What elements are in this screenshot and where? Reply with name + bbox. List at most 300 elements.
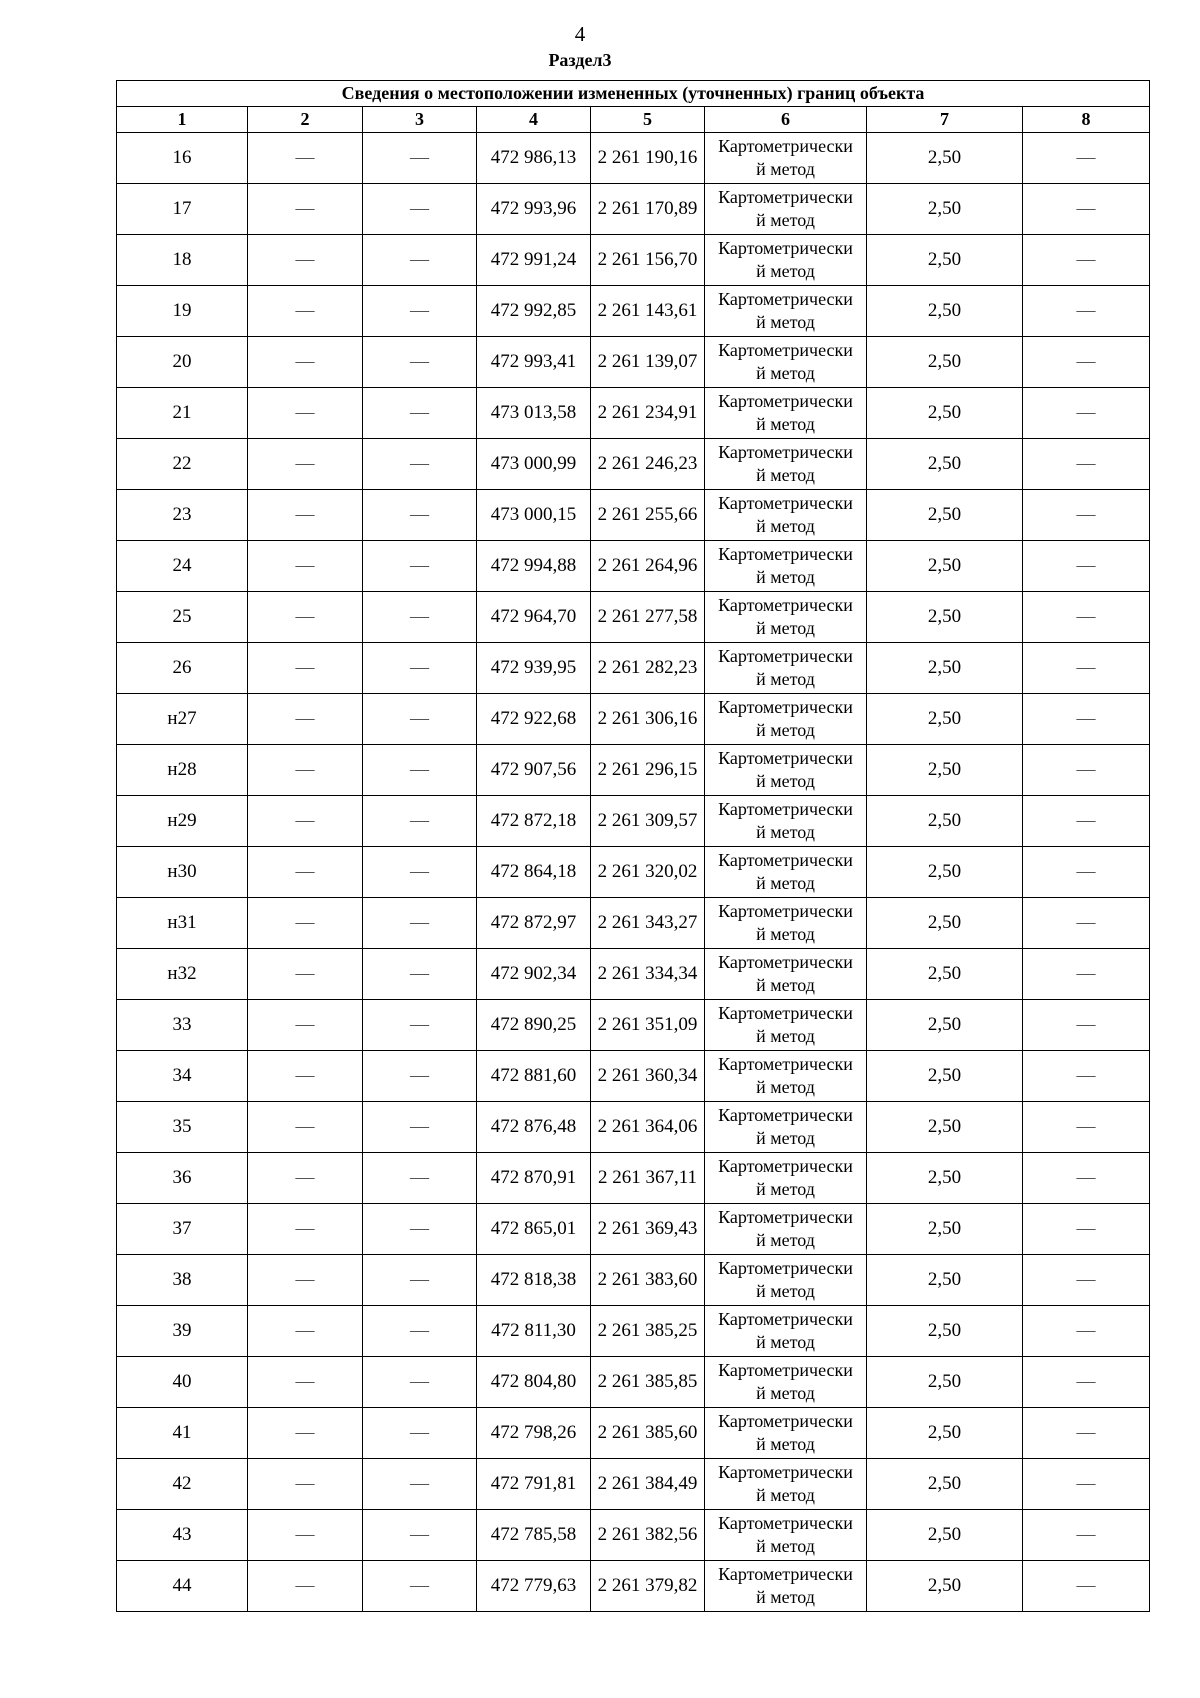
table-row bbox=[117, 1051, 1150, 1102]
coordinate-x-cell: 472 881,60 bbox=[477, 1051, 591, 1102]
accuracy-cell: 2,50 bbox=[867, 796, 1023, 847]
coordinate-y-cell: 2 261 343,27 bbox=[591, 898, 705, 949]
accuracy-cell: 2,50 bbox=[867, 388, 1023, 439]
page-number: 4 bbox=[574, 22, 586, 46]
coordinate-y-cell: 2 261 383,60 bbox=[591, 1255, 705, 1306]
point-number-cell: 24 bbox=[117, 541, 248, 592]
column-2-cell: — bbox=[248, 592, 363, 643]
column-3-cell: — bbox=[363, 1459, 477, 1510]
coordinate-x-cell: 472 876,48 bbox=[477, 1102, 591, 1153]
table-row bbox=[117, 1204, 1150, 1255]
column-3-cell: — bbox=[363, 694, 477, 745]
column-header: 4 bbox=[477, 107, 591, 133]
point-number-cell: 34 bbox=[117, 1051, 248, 1102]
accuracy-cell: 2,50 bbox=[867, 1561, 1023, 1612]
method-line-2: й метод bbox=[756, 567, 815, 587]
coordinate-x-cell: 473 000,15 bbox=[477, 490, 591, 541]
method-line-1: Картометрически bbox=[718, 697, 853, 717]
coordinate-x-cell: 472 811,30 bbox=[477, 1306, 591, 1357]
table-row bbox=[117, 1357, 1150, 1408]
column-8-cell: — bbox=[1023, 1102, 1150, 1153]
column-8-cell: — bbox=[1023, 1153, 1150, 1204]
point-number-cell: 35 bbox=[117, 1102, 248, 1153]
column-8-cell: — bbox=[1023, 949, 1150, 1000]
method-cell bbox=[705, 1204, 867, 1255]
coordinate-y-cell: 2 261 360,34 bbox=[591, 1051, 705, 1102]
method-line-2: й метод bbox=[756, 1332, 815, 1352]
method-line-1: Картометрически bbox=[718, 1207, 853, 1227]
accuracy-cell: 2,50 bbox=[867, 337, 1023, 388]
method-line-1: Картометрически bbox=[718, 340, 853, 360]
method-line-2: й метод bbox=[756, 261, 815, 281]
coordinate-x-cell: 472 964,70 bbox=[477, 592, 591, 643]
accuracy-cell: 2,50 bbox=[867, 1459, 1023, 1510]
coordinate-y-cell: 2 261 351,09 bbox=[591, 1000, 705, 1051]
column-8-cell: — bbox=[1023, 1306, 1150, 1357]
column-8-cell: — bbox=[1023, 133, 1150, 184]
method-line-2: й метод bbox=[756, 822, 815, 842]
table-row bbox=[117, 541, 1150, 592]
coordinate-x-cell: 472 865,01 bbox=[477, 1204, 591, 1255]
column-8-cell: — bbox=[1023, 643, 1150, 694]
coordinate-y-cell: 2 261 190,16 bbox=[591, 133, 705, 184]
accuracy-cell: 2,50 bbox=[867, 1357, 1023, 1408]
table-row bbox=[117, 949, 1150, 1000]
coordinate-x-cell: 472 870,91 bbox=[477, 1153, 591, 1204]
method-line-2: й метод bbox=[756, 1434, 815, 1454]
table-row bbox=[117, 643, 1150, 694]
column-2-cell: — bbox=[248, 1102, 363, 1153]
method-cell bbox=[705, 847, 867, 898]
method-line-1: Картометрически bbox=[718, 1411, 853, 1431]
method-cell bbox=[705, 286, 867, 337]
coordinate-y-cell: 2 261 369,43 bbox=[591, 1204, 705, 1255]
accuracy-cell: 2,50 bbox=[867, 847, 1023, 898]
column-3-cell: — bbox=[363, 133, 477, 184]
table-row bbox=[117, 1459, 1150, 1510]
point-number-cell: н29 bbox=[117, 796, 248, 847]
method-cell bbox=[705, 745, 867, 796]
method-cell bbox=[705, 439, 867, 490]
method-cell bbox=[705, 235, 867, 286]
accuracy-cell: 2,50 bbox=[867, 1153, 1023, 1204]
table-row bbox=[117, 1408, 1150, 1459]
point-number-cell: 22 bbox=[117, 439, 248, 490]
column-2-cell: — bbox=[248, 337, 363, 388]
column-2-cell: — bbox=[248, 1153, 363, 1204]
table-row bbox=[117, 337, 1150, 388]
column-2-cell: — bbox=[248, 439, 363, 490]
column-8-cell: — bbox=[1023, 490, 1150, 541]
column-3-cell: — bbox=[363, 949, 477, 1000]
point-number-cell: 33 bbox=[117, 1000, 248, 1051]
column-3-cell: — bbox=[363, 337, 477, 388]
point-number-cell: 42 bbox=[117, 1459, 248, 1510]
accuracy-cell: 2,50 bbox=[867, 286, 1023, 337]
coordinate-y-cell: 2 261 296,15 bbox=[591, 745, 705, 796]
column-8-cell: — bbox=[1023, 1051, 1150, 1102]
table-row bbox=[117, 286, 1150, 337]
method-line-1: Картометрически bbox=[718, 1003, 853, 1023]
method-line-2: й метод bbox=[756, 363, 815, 383]
accuracy-cell: 2,50 bbox=[867, 1102, 1023, 1153]
column-3-cell: — bbox=[363, 1000, 477, 1051]
coordinate-x-cell: 472 993,41 bbox=[477, 337, 591, 388]
method-line-2: й метод bbox=[756, 1485, 815, 1505]
coordinate-y-cell: 2 261 320,02 bbox=[591, 847, 705, 898]
method-line-1: Картометрически bbox=[718, 1360, 853, 1380]
point-number-cell: н27 bbox=[117, 694, 248, 745]
column-header: 1 bbox=[117, 107, 248, 133]
method-cell bbox=[705, 694, 867, 745]
column-2-cell: — bbox=[248, 745, 363, 796]
column-2-cell: — bbox=[248, 541, 363, 592]
accuracy-cell: 2,50 bbox=[867, 949, 1023, 1000]
coordinate-x-cell: 472 872,97 bbox=[477, 898, 591, 949]
method-cell bbox=[705, 643, 867, 694]
column-2-cell: — bbox=[248, 796, 363, 847]
method-cell bbox=[705, 1153, 867, 1204]
point-number-cell: 18 bbox=[117, 235, 248, 286]
column-2-cell: — bbox=[248, 949, 363, 1000]
point-number-cell: н31 bbox=[117, 898, 248, 949]
column-8-cell: — bbox=[1023, 1561, 1150, 1612]
column-header: 2 bbox=[248, 107, 363, 133]
method-line-2: й метод bbox=[756, 1383, 815, 1403]
column-3-cell: — bbox=[363, 1204, 477, 1255]
column-3-cell: — bbox=[363, 1357, 477, 1408]
method-cell bbox=[705, 1306, 867, 1357]
method-line-1: Картометрически bbox=[718, 136, 853, 156]
method-line-2: й метод bbox=[756, 1230, 815, 1250]
point-number-cell: 39 bbox=[117, 1306, 248, 1357]
method-line-2: й метод bbox=[756, 1077, 815, 1097]
coordinate-x-cell: 472 785,58 bbox=[477, 1510, 591, 1561]
column-8-cell: — bbox=[1023, 1204, 1150, 1255]
column-2-cell: — bbox=[248, 1408, 363, 1459]
column-8-cell: — bbox=[1023, 745, 1150, 796]
method-line-1: Картометрически bbox=[718, 544, 853, 564]
method-line-1: Картометрически bbox=[718, 1513, 853, 1533]
column-3-cell: — bbox=[363, 1510, 477, 1561]
coordinate-y-cell: 2 261 246,23 bbox=[591, 439, 705, 490]
column-8-cell: — bbox=[1023, 1459, 1150, 1510]
table-row bbox=[117, 1102, 1150, 1153]
column-2-cell: — bbox=[248, 490, 363, 541]
coordinate-y-cell: 2 261 367,11 bbox=[591, 1153, 705, 1204]
coordinate-x-cell: 472 994,88 bbox=[477, 541, 591, 592]
method-line-2: й метод bbox=[756, 516, 815, 536]
coordinate-x-cell: 472 992,85 bbox=[477, 286, 591, 337]
method-line-2: й метод bbox=[756, 669, 815, 689]
column-2-cell: — bbox=[248, 1051, 363, 1102]
method-line-2: й метод bbox=[756, 159, 815, 179]
accuracy-cell: 2,50 bbox=[867, 1408, 1023, 1459]
coordinate-y-cell: 2 261 170,89 bbox=[591, 184, 705, 235]
method-cell bbox=[705, 490, 867, 541]
accuracy-cell: 2,50 bbox=[867, 133, 1023, 184]
table-row bbox=[117, 898, 1150, 949]
point-number-cell: 26 bbox=[117, 643, 248, 694]
column-3-cell: — bbox=[363, 847, 477, 898]
method-line-1: Картометрически bbox=[718, 1156, 853, 1176]
method-line-1: Картометрически bbox=[718, 1105, 853, 1125]
method-cell bbox=[705, 1459, 867, 1510]
accuracy-cell: 2,50 bbox=[867, 184, 1023, 235]
coordinate-y-cell: 2 261 309,57 bbox=[591, 796, 705, 847]
method-line-1: Картометрически bbox=[718, 289, 853, 309]
method-line-1: Картометрически bbox=[718, 442, 853, 462]
table-row bbox=[117, 388, 1150, 439]
column-2-cell: — bbox=[248, 1204, 363, 1255]
column-3-cell: — bbox=[363, 439, 477, 490]
method-cell bbox=[705, 337, 867, 388]
point-number-cell: 41 bbox=[117, 1408, 248, 1459]
column-8-cell: — bbox=[1023, 694, 1150, 745]
column-3-cell: — bbox=[363, 592, 477, 643]
column-8-cell: — bbox=[1023, 541, 1150, 592]
method-line-2: й метод bbox=[756, 1281, 815, 1301]
column-8-cell: — bbox=[1023, 898, 1150, 949]
method-line-2: й метод bbox=[756, 975, 815, 995]
method-line-1: Картометрически bbox=[718, 1564, 853, 1584]
column-header: 8 bbox=[1023, 107, 1150, 133]
table-row bbox=[117, 745, 1150, 796]
method-cell bbox=[705, 1408, 867, 1459]
coordinate-y-cell: 2 261 382,56 bbox=[591, 1510, 705, 1561]
point-number-cell: 21 bbox=[117, 388, 248, 439]
method-line-2: й метод bbox=[756, 1026, 815, 1046]
column-8-cell: — bbox=[1023, 184, 1150, 235]
coordinate-x-cell: 472 922,68 bbox=[477, 694, 591, 745]
method-line-2: й метод bbox=[756, 210, 815, 230]
point-number-cell: 43 bbox=[117, 1510, 248, 1561]
column-2-cell: — bbox=[248, 235, 363, 286]
accuracy-cell: 2,50 bbox=[867, 1510, 1023, 1561]
method-line-1: Картометрически bbox=[718, 391, 853, 411]
coordinate-y-cell: 2 261 364,06 bbox=[591, 1102, 705, 1153]
coordinate-y-cell: 2 261 385,60 bbox=[591, 1408, 705, 1459]
accuracy-cell: 2,50 bbox=[867, 1000, 1023, 1051]
point-number-cell: 16 bbox=[117, 133, 248, 184]
point-number-cell: 44 bbox=[117, 1561, 248, 1612]
column-3-cell: — bbox=[363, 1306, 477, 1357]
point-number-cell: 25 bbox=[117, 592, 248, 643]
column-2-cell: — bbox=[248, 898, 363, 949]
column-3-cell: — bbox=[363, 184, 477, 235]
method-cell bbox=[705, 1051, 867, 1102]
method-cell bbox=[705, 1510, 867, 1561]
accuracy-cell: 2,50 bbox=[867, 235, 1023, 286]
column-2-cell: — bbox=[248, 1306, 363, 1357]
column-3-cell: — bbox=[363, 745, 477, 796]
accuracy-cell: 2,50 bbox=[867, 643, 1023, 694]
method-line-2: й метод bbox=[756, 1179, 815, 1199]
point-number-cell: 37 bbox=[117, 1204, 248, 1255]
point-number-cell: 36 bbox=[117, 1153, 248, 1204]
method-line-1: Картометрически bbox=[718, 493, 853, 513]
method-cell bbox=[705, 1357, 867, 1408]
method-line-2: й метод bbox=[756, 720, 815, 740]
table-row bbox=[117, 1510, 1150, 1561]
column-2-cell: — bbox=[248, 1357, 363, 1408]
coordinate-x-cell: 473 000,99 bbox=[477, 439, 591, 490]
coordinate-x-cell: 472 872,18 bbox=[477, 796, 591, 847]
table-row bbox=[117, 439, 1150, 490]
column-3-cell: — bbox=[363, 541, 477, 592]
point-number-cell: 23 bbox=[117, 490, 248, 541]
column-2-cell: — bbox=[248, 184, 363, 235]
point-number-cell: н32 bbox=[117, 949, 248, 1000]
table-row bbox=[117, 490, 1150, 541]
column-2-cell: — bbox=[248, 286, 363, 337]
section-title: Раздел3 bbox=[548, 50, 612, 70]
column-8-cell: — bbox=[1023, 337, 1150, 388]
coordinate-y-cell: 2 261 255,66 bbox=[591, 490, 705, 541]
column-2-cell: — bbox=[248, 1561, 363, 1612]
method-line-1: Картометрически bbox=[718, 901, 853, 921]
column-3-cell: — bbox=[363, 286, 477, 337]
column-3-cell: — bbox=[363, 1051, 477, 1102]
method-cell bbox=[705, 133, 867, 184]
column-3-cell: — bbox=[363, 1102, 477, 1153]
method-line-1: Картометрически bbox=[718, 952, 853, 972]
method-line-2: й метод bbox=[756, 1128, 815, 1148]
table-row bbox=[117, 1561, 1150, 1612]
coordinate-y-cell: 2 261 334,34 bbox=[591, 949, 705, 1000]
table-caption: Сведения о местоположении измененных (уточненных) границ объекта bbox=[117, 81, 1150, 107]
method-cell bbox=[705, 1561, 867, 1612]
column-3-cell: — bbox=[363, 490, 477, 541]
column-2-cell: — bbox=[248, 847, 363, 898]
method-line-2: й метод bbox=[756, 924, 815, 944]
column-3-cell: — bbox=[363, 643, 477, 694]
method-line-2: й метод bbox=[756, 414, 815, 434]
column-8-cell: — bbox=[1023, 796, 1150, 847]
column-3-cell: — bbox=[363, 796, 477, 847]
coordinate-y-cell: 2 261 385,85 bbox=[591, 1357, 705, 1408]
point-number-cell: 40 bbox=[117, 1357, 248, 1408]
method-cell bbox=[705, 1102, 867, 1153]
coordinate-x-cell: 472 864,18 bbox=[477, 847, 591, 898]
table-row bbox=[117, 133, 1150, 184]
coordinate-x-cell: 472 791,81 bbox=[477, 1459, 591, 1510]
method-cell bbox=[705, 541, 867, 592]
coordinate-y-cell: 2 261 156,70 bbox=[591, 235, 705, 286]
method-line-1: Картометрически bbox=[718, 850, 853, 870]
table-body bbox=[117, 133, 1150, 1612]
point-number-cell: н30 bbox=[117, 847, 248, 898]
column-8-cell: — bbox=[1023, 388, 1150, 439]
column-header: 6 bbox=[705, 107, 867, 133]
column-8-cell: — bbox=[1023, 847, 1150, 898]
accuracy-cell: 2,50 bbox=[867, 1051, 1023, 1102]
column-8-cell: — bbox=[1023, 1510, 1150, 1561]
method-line-1: Картометрически bbox=[718, 1258, 853, 1278]
column-2-cell: — bbox=[248, 1459, 363, 1510]
column-3-cell: — bbox=[363, 1408, 477, 1459]
column-2-cell: — bbox=[248, 388, 363, 439]
column-8-cell: — bbox=[1023, 235, 1150, 286]
table-row bbox=[117, 694, 1150, 745]
accuracy-cell: 2,50 bbox=[867, 1306, 1023, 1357]
method-cell bbox=[705, 388, 867, 439]
column-2-cell: — bbox=[248, 1000, 363, 1051]
column-8-cell: — bbox=[1023, 286, 1150, 337]
method-cell bbox=[705, 1255, 867, 1306]
point-number-cell: 17 bbox=[117, 184, 248, 235]
coordinate-y-cell: 2 261 143,61 bbox=[591, 286, 705, 337]
coordinate-x-cell: 472 798,26 bbox=[477, 1408, 591, 1459]
method-line-1: Картометрически bbox=[718, 646, 853, 666]
method-line-2: й метод bbox=[756, 312, 815, 332]
accuracy-cell: 2,50 bbox=[867, 1255, 1023, 1306]
column-3-cell: — bbox=[363, 1153, 477, 1204]
coordinate-x-cell: 472 939,95 bbox=[477, 643, 591, 694]
coordinate-x-cell: 472 779,63 bbox=[477, 1561, 591, 1612]
point-number-cell: 38 bbox=[117, 1255, 248, 1306]
coordinate-y-cell: 2 261 234,91 bbox=[591, 388, 705, 439]
coordinate-x-cell: 473 013,58 bbox=[477, 388, 591, 439]
coordinate-x-cell: 472 907,56 bbox=[477, 745, 591, 796]
column-8-cell: — bbox=[1023, 1357, 1150, 1408]
coordinate-x-cell: 472 993,96 bbox=[477, 184, 591, 235]
method-line-2: й метод bbox=[756, 873, 815, 893]
table-row bbox=[117, 184, 1150, 235]
point-number-cell: 19 bbox=[117, 286, 248, 337]
accuracy-cell: 2,50 bbox=[867, 898, 1023, 949]
accuracy-cell: 2,50 bbox=[867, 490, 1023, 541]
boundary-table bbox=[116, 80, 1150, 1612]
coordinate-x-cell: 472 991,24 bbox=[477, 235, 591, 286]
accuracy-cell: 2,50 bbox=[867, 592, 1023, 643]
method-line-2: й метод bbox=[756, 465, 815, 485]
method-line-1: Картометрически bbox=[718, 595, 853, 615]
coordinate-y-cell: 2 261 385,25 bbox=[591, 1306, 705, 1357]
coordinate-y-cell: 2 261 139,07 bbox=[591, 337, 705, 388]
table-row bbox=[117, 235, 1150, 286]
coordinate-x-cell: 472 986,13 bbox=[477, 133, 591, 184]
method-line-2: й метод bbox=[756, 1587, 815, 1607]
coordinate-y-cell: 2 261 282,23 bbox=[591, 643, 705, 694]
table-row bbox=[117, 796, 1150, 847]
column-3-cell: — bbox=[363, 388, 477, 439]
column-2-cell: — bbox=[248, 1510, 363, 1561]
accuracy-cell: 2,50 bbox=[867, 439, 1023, 490]
table-row bbox=[117, 1153, 1150, 1204]
point-number-cell: 20 bbox=[117, 337, 248, 388]
method-line-1: Картометрически bbox=[718, 1054, 853, 1074]
column-8-cell: — bbox=[1023, 1255, 1150, 1306]
accuracy-cell: 2,50 bbox=[867, 745, 1023, 796]
method-line-2: й метод bbox=[756, 1536, 815, 1556]
column-header: 7 bbox=[867, 107, 1023, 133]
point-number-cell: н28 bbox=[117, 745, 248, 796]
coordinate-y-cell: 2 261 384,49 bbox=[591, 1459, 705, 1510]
coordinate-y-cell: 2 261 306,16 bbox=[591, 694, 705, 745]
column-3-cell: — bbox=[363, 1255, 477, 1306]
method-cell bbox=[705, 898, 867, 949]
accuracy-cell: 2,50 bbox=[867, 541, 1023, 592]
method-line-1: Картометрически bbox=[718, 238, 853, 258]
column-3-cell: — bbox=[363, 898, 477, 949]
method-line-1: Картометрически bbox=[718, 187, 853, 207]
column-3-cell: — bbox=[363, 235, 477, 286]
method-cell bbox=[705, 184, 867, 235]
method-line-1: Картометрически bbox=[718, 1309, 853, 1329]
coordinate-y-cell: 2 261 277,58 bbox=[591, 592, 705, 643]
method-line-1: Картометрически bbox=[718, 1462, 853, 1482]
